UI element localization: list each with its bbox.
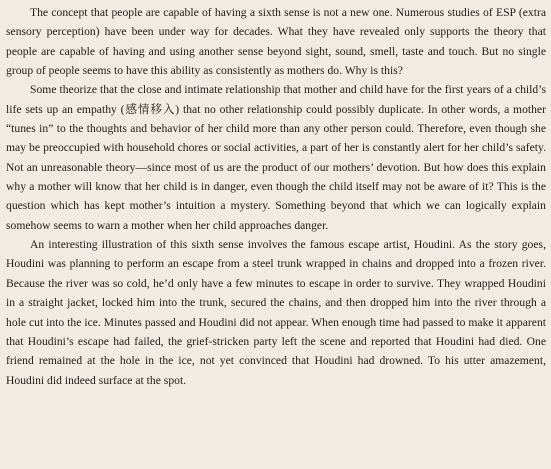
paragraph-3: An interesting illustration of this sixth sense involves the famous escape artist, Houdini. As the story goes, Houdini was planning to perform an escape from a steel trunk wrapped in chains and dropped into a frozen river. Because the river was so cold, he’d only have a few minutes to escape in order to survive. They wrapped Houdini in a straight jacket, locked him into the trunk, secured the chains, and then dropped him into the river through a hole cut into the ice. Minutes passed and Houdini did not appear. When enough time had passed to make it apparent that Houdini’s escape had failed, the grief-stricken party left the scene and reported that Houdini had died. One friend remained at the hole in the ice, not yet convinced that Houdini had drowned. To his utter amazement, Houdini did indeed surface at the spot. [6, 238, 546, 387]
paragraph-2: Some theorize that the close and intimate relationship that mother and child have for the first years of a child’s life sets up an empathy (感情移入) that no other relationship could possibly duplicate. In other words, a mother “tunes in” to the thoughts and behavior of her child more than any other person could. Therefore, even though she may be preoccupied with household chores or social activities, a part of her is constantly alert for her child’s safety. Not an unreasonable theory—since most of us are the product of our mothers’ devotion. But how does this explain why a mother will know that her child is in danger, even though the child itself may not be aware of it? This is the question which has kept mother’s intuition a mystery. Something beyond that which we can logically explain somehow seems to warn a mother when her child approaches danger. [6, 83, 546, 232]
paragraph-1: The concept that people are capable of having a sixth sense is not a new one. Numerous studies of ESP (extra sensory perception) have been under way for decades. What they have revealed only supports the theory that people are capable of having and using another sense beyond sight, sound, smell, taste and touch. But no single group of people seems to have this ability as consistently as mothers do. Why is this? [6, 6, 546, 78]
